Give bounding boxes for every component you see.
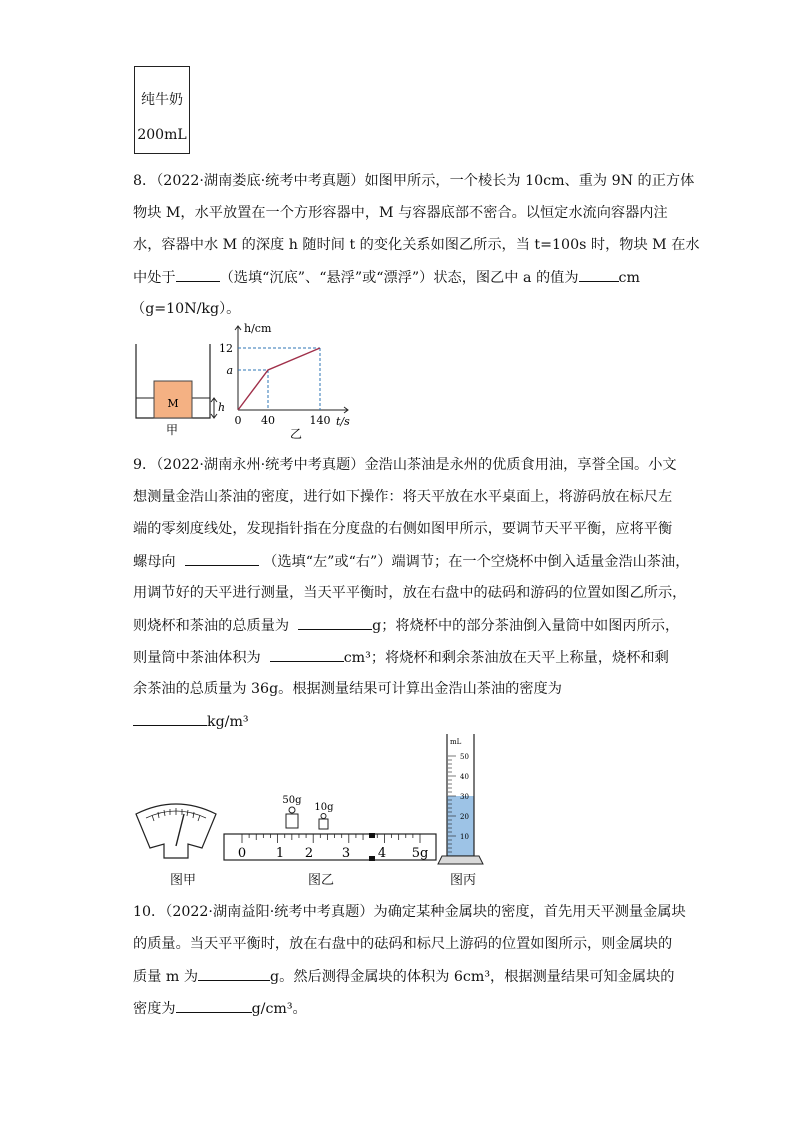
q8-line4c: cm: [618, 270, 640, 286]
weight-50g-label: 50g: [282, 795, 302, 806]
q8-line4: [133, 267, 640, 288]
milk-carton-label-box: [134, 66, 190, 154]
ruler-num-1: 1: [275, 846, 285, 861]
q9-line6a: 则烧杯和茶油的总质量为: [133, 618, 290, 634]
weight-50g: [286, 814, 298, 828]
ruler-num-4: 4: [377, 846, 387, 861]
q9-answer-blank-density[interactable]: [133, 711, 207, 726]
q8-figure-jia: [128, 336, 228, 436]
weight-50g-knob: [289, 807, 295, 813]
q10-line3: [133, 966, 674, 987]
x-tick-0: 0: [234, 414, 242, 427]
ruler-num-0: 0: [237, 846, 247, 861]
milk-box-line1: 纯牛奶: [141, 92, 183, 108]
q9-line7: [133, 647, 669, 668]
q9-line8: 余茶油的总质量为 36g。根据测量结果可计算出金浩山茶油的密度为: [133, 681, 562, 697]
q10-line3b: g。然后测得金属块的体积为 6cm³，根据测量结果可知金属块的: [270, 969, 675, 985]
q8-line3: 水，容器中水 M 的深度 h 随时间 t 的变化关系如图乙所示，当 t=100s 时，物块 M 在水: [133, 237, 700, 253]
ruler-num-2: 2: [304, 846, 314, 861]
rider-top[interactable]: [369, 833, 375, 838]
q9-line4a: 螺母向: [133, 554, 176, 570]
q9-line2: 想测量金浩山茶油的密度，进行如下操作：将天平放在水平桌面上，将游码放在标尺左: [133, 489, 673, 505]
block-m-label: M: [167, 397, 179, 410]
q8-line1: 8．（2022·湖南娄底·统考中考真题）如图甲所示，一个棱长为 10cm、重为 9N 的正方体: [133, 173, 695, 189]
q9-answer-blank-direction[interactable]: [185, 551, 259, 566]
y-axis-label: h/cm: [244, 322, 272, 335]
cyl-mark-10: 10: [460, 833, 469, 841]
cylinder-unit: mL: [450, 738, 462, 746]
h-t-curve: [238, 348, 320, 410]
q10-line4: [133, 998, 307, 1019]
q9-line3: 端的零刻度线处，发现指针指在分度盘的右侧如图甲所示，要调节天平平衡，应将平衡: [133, 521, 673, 537]
x-tick-40: 40: [261, 414, 275, 427]
milk-box-line2: 200mL: [137, 127, 187, 143]
q8-figure-yi-graph: [219, 320, 358, 441]
rider-bottom[interactable]: [369, 856, 375, 861]
q9-line9: [133, 711, 249, 732]
fig-jia-caption: 甲: [165, 423, 179, 437]
ruler-num-5: 5g: [411, 846, 429, 861]
fig-bing-caption-9: 图丙: [450, 873, 477, 888]
q8-line4a: 中处于: [133, 270, 176, 286]
weight-10g-label: 10g: [314, 802, 334, 813]
q9-line9b: kg/m³: [207, 714, 249, 730]
weight-10g: [319, 819, 328, 829]
weight-10g-knob: [321, 814, 326, 819]
q9-figure-bing-cylinder: [438, 730, 486, 868]
cyl-mark-50: 50: [460, 753, 469, 761]
q9-line4: [133, 551, 689, 572]
x-axis-label: t/s: [336, 415, 350, 428]
cyl-mark-20: 20: [460, 813, 469, 821]
q9-line6: [133, 615, 679, 636]
q8-line4b: （选填“沉底”、“悬浮”或“漂浮”）状态，图乙中 a 的值为: [219, 270, 579, 286]
y-tick-a: a: [226, 364, 233, 377]
q10-line4b: g/cm³。: [251, 1001, 307, 1017]
q9-line5: 用调节好的天平进行测量，当天平平衡时，放在右盘中的砝码和游码的位置如图乙所示，: [133, 585, 687, 601]
x-tick-140: 140: [309, 414, 331, 427]
y-tick-12: 12: [219, 342, 233, 355]
oil-column: [447, 796, 474, 856]
q9-figure-yi-ruler: [220, 788, 440, 866]
q10-line3a: 质量 m 为: [133, 969, 199, 985]
q9-line7a: 则量筒中茶油体积为: [133, 650, 261, 666]
q10-answer-blank-mass[interactable]: [198, 966, 270, 981]
fig-yi-caption: 乙: [289, 427, 303, 441]
h-label: h: [218, 401, 226, 414]
q9-figure-jia-dial: [132, 800, 222, 862]
q10-line4a: 密度为: [133, 1001, 176, 1017]
fig-yi-caption-9: 图乙: [308, 873, 335, 888]
q10-answer-blank-density[interactable]: [176, 998, 252, 1013]
q8-line2: 物块 M，水平放置在一个方形容器中，M 与容器底部不密合。以恒定水流向容器内注: [133, 205, 668, 221]
cyl-mark-30: 30: [460, 793, 469, 801]
q10-line2: 的质量。当天平平衡时，放在右盘中的砝码和标尺上游码的位置如图所示，则金属块的: [133, 936, 673, 952]
fig-jia-caption-9: 图甲: [170, 873, 197, 888]
q8-line5: （g=10N/kg）。: [131, 301, 241, 317]
q8-answer-blank-state[interactable]: [176, 267, 220, 282]
ruler-num-3: 3: [341, 846, 351, 861]
q9-answer-blank-volume[interactable]: [270, 647, 344, 662]
cyl-mark-40: 40: [460, 773, 469, 781]
q10-line1: 10．（2022·湖南益阳·统考中考真题）为确定某种金属块的密度，首先用天平测量金属块: [133, 904, 686, 920]
q8-answer-blank-a[interactable]: [579, 267, 619, 282]
q9-line4b: （选填“左”或“右”）端调节；在一个空烧杯中倒入适量金浩山茶油，: [263, 554, 690, 570]
q9-line1: 9．（2022·湖南永州·统考中考真题）金浩山茶油是永州的优质食用油，享誉全国。小文: [133, 457, 677, 473]
cylinder-base: [438, 856, 483, 864]
ruler-body: [224, 834, 436, 860]
q9-answer-blank-mass[interactable]: [298, 615, 372, 630]
q9-line7b: cm³；将烧杯和剩余茶油放在天平上称量，烧杯和剩: [343, 650, 669, 666]
q9-line6b: g；将烧杯中的部分茶油倒入量筒中如图丙所示，: [372, 618, 680, 634]
